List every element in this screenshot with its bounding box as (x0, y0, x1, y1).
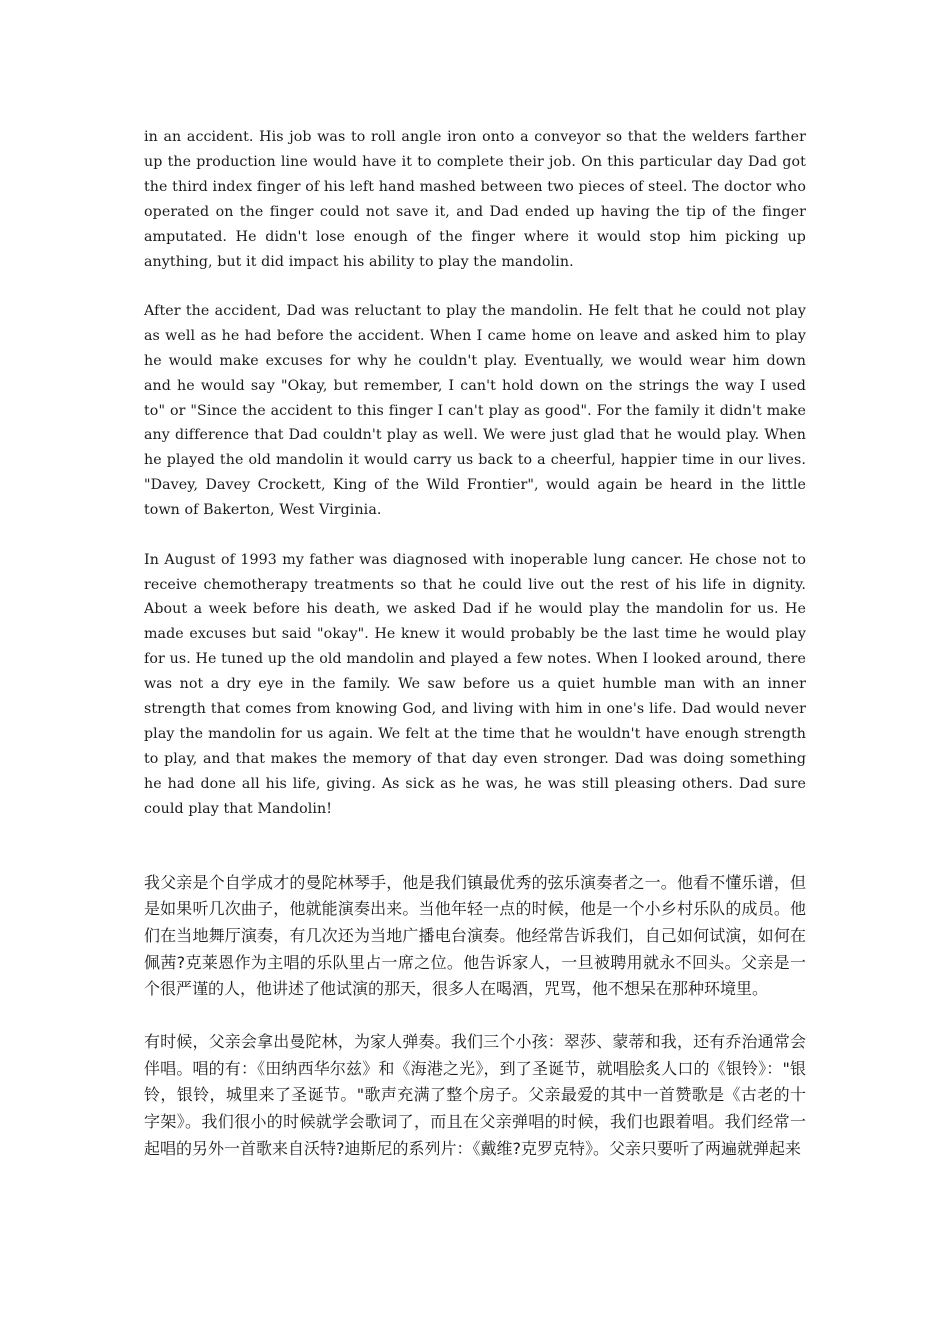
paragraph-spacer (144, 274, 806, 299)
section-spacer (144, 822, 806, 870)
paragraph-spacer (144, 523, 806, 548)
english-paragraph-cancer: In August of 1993 my father was diagnosed with inoperable lung cancer. He chose not to receive chemotherapy treatments so that he could live out the rest of his life in dignity. About a week before his death, we asked Dad if he would play the mandolin for us. He made excuses but said "okay". He knew it would probably be the last time he would play for us. He tuned up the old mandolin and played a few notes. When I looked around, there was not a dry eye in the family. We saw before us a quiet humble man with an inner strength that comes from knowing God, and living with him in one's life. Dad would never play the mandolin for us again. We felt at the time that he wouldn't have enough strength to play, and that makes the memory of that day even stronger. Dad was doing something he had done all his life, giving. As sick as he was, he was still pleasing others. Dad sure could play that Mandolin! (144, 551, 806, 817)
english-paragraph-accident: in an accident. His job was to roll angle iron onto a conveyor so that the welders farther up the production line would have it to complete their job. On this particular day Dad got the third index finger of his left hand mashed between two pieces of steel. The doctor who operated on the finger could not save it, and Dad ended up having the tip of the finger amputated. He didn't lose enough of the finger where it would stop him picking up anything, but it did impact his ability to play the mandolin. (144, 129, 806, 270)
english-paragraph-reluctant: After the accident, Dad was reluctant to play the mandolin. He felt that he could not play as well as he had before the accident. When I came home on leave and asked him to play he would make excuses for why he couldn't play. Eventually, we would wear him down and he would say "Okay, but remember, I can't hold down on the strings the way I used to" or "Since the accident to this finger I can't play as good". For the family it didn't make any difference that Dad couldn't play as well. We were just glad that he would play. When he played the old mandolin it would carry us back to a cheerful, happier time in our lives. "Davey, Davey Crockett, King of the Wild Frontier", would again be heard in the little town of Bakerton, West Virginia. (144, 302, 806, 519)
document-body (144, 125, 806, 1163)
paragraph-spacer (144, 1003, 806, 1029)
chinese-paragraph-self-taught: 我父亲是个自学成才的曼陀林琴手，他是我们镇最优秀的弦乐演奏者之一。他看不懂乐谱，但是如果听几次曲子，他就能演奏出来。当他年轻一点的时候，他是一个小乡村乐队的成员。他们在当地舞厅演奏，有几次还为当地广播电台演奏。他经常告诉我们，自己如何试演，如何在佩茜?克莱恩作为主唱的乐队里占一席之位。他告诉家人，一旦被聘用就永不回头。父亲是一个很严谨的人，他讲述了他试演的那天，很多人在喝酒，咒骂，他不想呆在那种环境里。 (144, 872, 806, 999)
chinese-paragraph-family-songs: 有时候，父亲会拿出曼陀林，为家人弹奏。我们三个小孩：翠莎、蒙蒂和我，还有乔治通常会伴唱。唱的有：《田纳西华尔兹》和《海港之光》，到了圣诞节，就唱脍炙人口的《银铃》："银铃，银铃，城里来了圣诞节。"歌声充满了整个房子。父亲最爱的其中一首赞歌是《古老的十字架》。我们很小的时候就学会歌词了，而且在父亲弹唱的时候，我们也跟着唱。我们经常一起唱的另外一首歌来自沃特?迪斯尼的系列片：《戴维?克罗克特》。父亲只要听了两遍就弹起来 (144, 1032, 806, 1158)
